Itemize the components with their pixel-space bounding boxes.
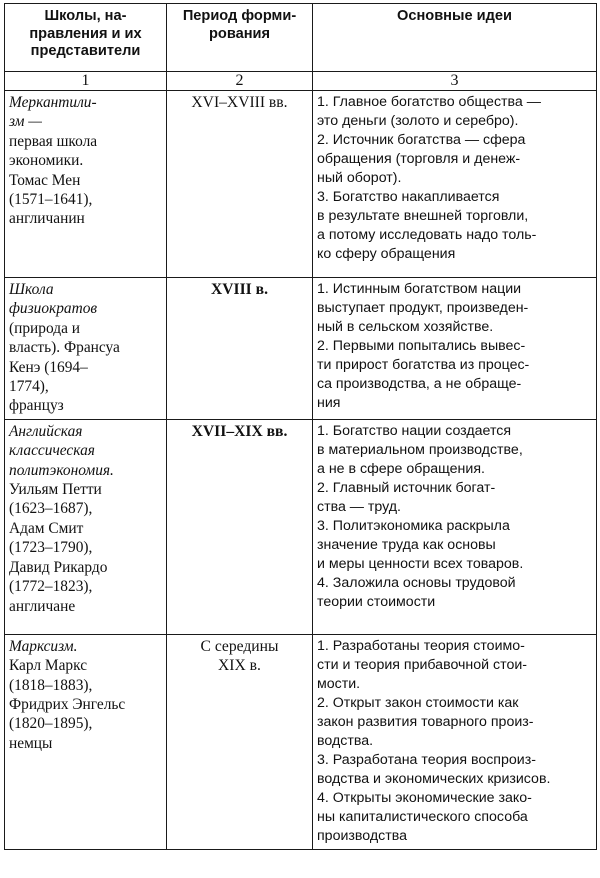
header-period: Период форми- рования bbox=[167, 4, 313, 72]
idea-line: 4. Открыты экономические зако- bbox=[317, 789, 532, 806]
idea-line: а не в сфере обращения. bbox=[317, 460, 485, 477]
school-text-line: Давид Рикардо bbox=[9, 558, 108, 576]
idea-line: 2. Главный источник богат- bbox=[317, 479, 496, 496]
idea-line: в материальном производстве, bbox=[317, 441, 523, 458]
idea-line: 3. Разработана теория воспроиз- bbox=[317, 751, 536, 768]
period-line: XIX в. bbox=[218, 657, 261, 675]
idea-line: мости. bbox=[317, 675, 361, 692]
school-text-line: первая школа bbox=[9, 132, 98, 150]
school-cell bbox=[5, 91, 167, 278]
school-cell bbox=[5, 278, 167, 420]
school-text-line: (1818–1883), bbox=[9, 676, 93, 694]
school-text-line: (1723–1790), bbox=[9, 539, 93, 557]
school-title-line: Школа bbox=[9, 281, 54, 298]
school-title-line: физиократов bbox=[9, 300, 98, 318]
period-line: XVI–XVIII вв. bbox=[191, 94, 288, 111]
idea-line: 3. Богатство накапливается bbox=[317, 189, 500, 205]
school-text-line: англичанин bbox=[9, 210, 85, 228]
idea-line: теории стоимости bbox=[317, 593, 436, 610]
idea-line: 1. Главное богатство общества — bbox=[317, 94, 541, 110]
idea-line: а потому исследовать надо толь- bbox=[317, 227, 537, 243]
idea-line: 4. Заложила основы трудовой bbox=[317, 574, 516, 591]
school-title-line: Английская bbox=[9, 422, 83, 440]
idea-line: 3. Политэкономика раскрыла bbox=[317, 517, 510, 534]
ideas-cell bbox=[313, 419, 597, 634]
school-title-line: Марксизм. bbox=[9, 637, 78, 655]
idea-line: 1. Богатство нации создается bbox=[317, 422, 512, 439]
header-row bbox=[5, 4, 597, 72]
idea-line: водства. bbox=[317, 732, 374, 749]
idea-line: производства bbox=[317, 827, 407, 844]
period-line: XVII–XIX вв. bbox=[191, 422, 288, 440]
period-cell bbox=[167, 634, 313, 849]
idea-line: водства и экономических кризисов. bbox=[317, 770, 551, 787]
period-cell bbox=[167, 91, 313, 278]
ideas-cell bbox=[313, 634, 597, 849]
school-text-line: англичане bbox=[9, 597, 76, 615]
school-text-line: власть). Франсуа bbox=[9, 339, 120, 357]
idea-line: 2. Открыт закон стоимости как bbox=[317, 694, 519, 711]
school-text-line: Адам Смит bbox=[9, 519, 84, 537]
school-text-line: 1774), bbox=[9, 378, 49, 396]
school-text-line: немцы bbox=[9, 734, 53, 752]
idea-line: закон развития товарного произ- bbox=[317, 713, 534, 730]
idea-line: ко сферу обращения bbox=[317, 246, 456, 262]
table-row bbox=[5, 91, 597, 278]
idea-line: 2. Первыми попытались вывес- bbox=[317, 338, 526, 354]
idea-line: обращения (торговля и денеж- bbox=[317, 151, 521, 167]
idea-line: ны капиталистического способа bbox=[317, 808, 528, 825]
school-text-line: (1820–1895), bbox=[9, 715, 93, 733]
idea-line: это деньги (золото и серебро). bbox=[317, 113, 519, 129]
period-cell bbox=[167, 419, 313, 634]
idea-line: ства — труд. bbox=[317, 498, 402, 515]
school-text-line: экономики. bbox=[9, 152, 84, 170]
column-number: 2 bbox=[167, 72, 313, 91]
column-number: 3 bbox=[313, 72, 597, 91]
school-text-line: (1571–1641), bbox=[9, 191, 93, 209]
school-text-line: француз bbox=[9, 397, 64, 415]
school-text-line: Фридрих Энгельс bbox=[9, 696, 126, 714]
period-cell bbox=[167, 278, 313, 420]
school-text-line: (1623–1687), bbox=[9, 500, 93, 518]
period-line: XVIII в. bbox=[211, 281, 268, 298]
idea-line: ния bbox=[317, 395, 341, 411]
school-text-line: Томас Мен bbox=[9, 171, 81, 189]
idea-line: выступает продукт, произведен- bbox=[317, 300, 529, 316]
school-title-line: политэкономия. bbox=[9, 461, 114, 479]
idea-line: 1. Разработаны теория стоимо- bbox=[317, 637, 525, 654]
idea-line: в результате внешней торговли, bbox=[317, 208, 529, 224]
header-schools: Школы, на- правления и их представители bbox=[5, 4, 167, 72]
ideas-cell bbox=[313, 91, 597, 278]
school-cell bbox=[5, 419, 167, 634]
idea-line: 1. Истинным богатством нации bbox=[317, 281, 522, 297]
school-title-line: классическая bbox=[9, 442, 95, 460]
idea-line: ный в сельском хозяйстве. bbox=[317, 319, 494, 335]
school-text-line: Уильям Петти bbox=[9, 481, 102, 499]
school-text-line: Кенэ (1694– bbox=[9, 358, 88, 376]
table-row bbox=[5, 419, 597, 634]
school-title-line: зм — bbox=[9, 113, 42, 131]
schools-table bbox=[4, 3, 597, 850]
header-ideas: Основные идеи bbox=[313, 4, 597, 72]
table-row bbox=[5, 634, 597, 849]
school-cell bbox=[5, 634, 167, 849]
idea-line: сти и теория прибавочной стои- bbox=[317, 656, 527, 673]
idea-line: са производства, а не обраще- bbox=[317, 376, 522, 392]
idea-line: 2. Источник богатства — сфера bbox=[317, 132, 526, 148]
idea-line: и меры ценности всех товаров. bbox=[317, 555, 524, 572]
column-number: 1 bbox=[5, 72, 167, 91]
school-text-line: Карл Маркс bbox=[9, 657, 88, 675]
table-row bbox=[5, 278, 597, 420]
idea-line: ный оборот). bbox=[317, 170, 402, 186]
school-text-line: (1772–1823), bbox=[9, 578, 93, 596]
idea-line: значение труда как основы bbox=[317, 536, 496, 553]
idea-line: ти прирост богатства из процес- bbox=[317, 357, 530, 373]
period-line: С середины bbox=[200, 637, 279, 655]
ideas-cell bbox=[313, 278, 597, 420]
school-title-line: Меркантили- bbox=[9, 94, 97, 111]
school-text-line: (природа и bbox=[9, 319, 80, 337]
column-number-row bbox=[5, 72, 597, 91]
